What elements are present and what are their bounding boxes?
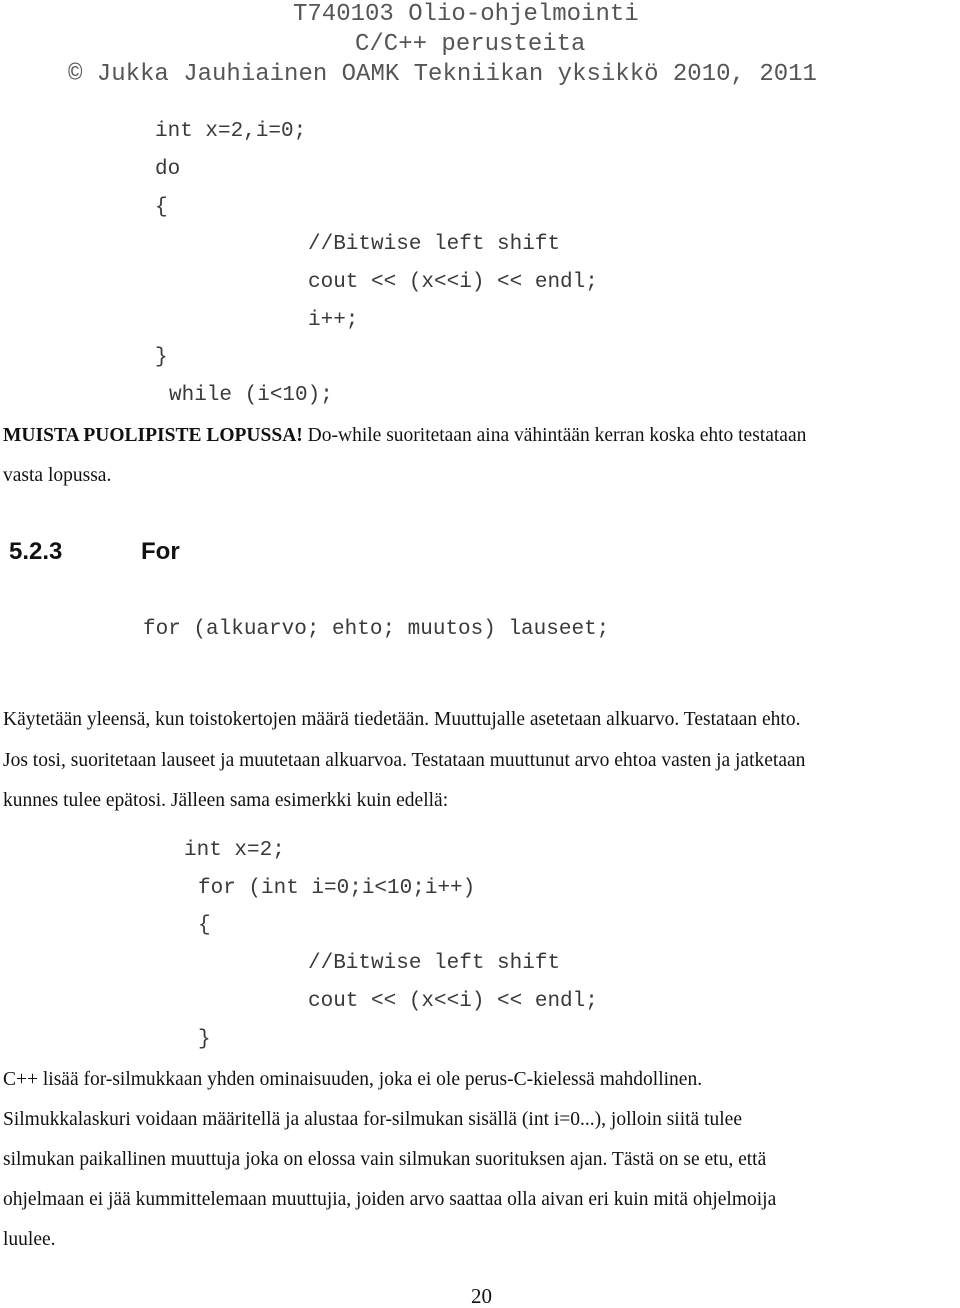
note-line-2: vasta lopussa. — [3, 465, 112, 486]
paragraph-line: Jos tosi, suoritetaan lauseet ja muutetaan alkuarvoa. Testataan muuttunut arvo ehtoa vasten ja jatketaan — [3, 750, 806, 771]
code-line: { — [198, 914, 211, 937]
paragraph-line: Käytetään yleensä, kun toistokertojen määrä tiedetään. Muuttujalle asetetaan alkuarvo. Testataan ehto. — [3, 709, 801, 730]
paragraph-line: Silmukkalaskuri voidaan määritellä ja alustaa for-silmukan sisällä (int i=0...), jolloin siitä tulee — [3, 1109, 742, 1130]
page-number: 20 — [471, 1284, 492, 1308]
code-line: } — [198, 1028, 211, 1051]
code-comment: //Bitwise left shift — [308, 952, 561, 975]
note-text: Do-while suoritetaan aina vähintään kerran koska ehto testataan — [302, 425, 807, 446]
code-line: do — [155, 158, 181, 181]
code-line: i++; — [308, 309, 359, 332]
code-line: { — [155, 196, 168, 219]
section-number: 5.2.3 — [9, 538, 63, 565]
code-line: int x=2,i=0; — [155, 120, 307, 143]
header-copyright: © Jukka Jauhiainen OAMK Tekniikan yksikkö 2010, 2011 — [68, 61, 817, 88]
note-emphasis: MUISTA PUOLIPISTE LOPUSSA! — [3, 425, 303, 446]
code-line: int x=2; — [184, 839, 285, 862]
paragraph-line: C++ lisää for-silmukkaan yhden ominaisuuden, joka ei ole perus-C-kielessä mahdollinen. — [3, 1069, 703, 1090]
code-comment: //Bitwise left shift — [308, 233, 561, 256]
paragraph-line: silmukan paikallinen muuttuja joka on elossa vain silmukan suorituksen ajan. Tästä on se etu, että — [3, 1149, 767, 1170]
code-line: cout << (x<<i) << endl; — [308, 990, 598, 1013]
code-line: while (i<10); — [169, 384, 333, 407]
header-course-title: T740103 Olio-ohjelmointi — [293, 1, 639, 28]
header-subtitle: C/C++ perusteita — [355, 31, 586, 58]
paragraph-line: kunnes tulee epätosi. Jälleen sama esimerkki kuin edellä: — [3, 790, 449, 811]
for-syntax: for (alkuarvo; ehto; muutos) lauseet; — [143, 618, 610, 641]
note-line-1 — [3, 424, 806, 448]
section-title: For — [141, 538, 180, 565]
paragraph-line: ohjelmaan ei jää kummittelemaan muuttujia, joiden arvo saattaa olla aivan eri kuin mitä ohjelmoija — [3, 1189, 777, 1210]
code-line: cout << (x<<i) << endl; — [308, 271, 598, 294]
code-line: for (int i=0;i<10;i++) — [198, 877, 476, 900]
paragraph-line: luulee. — [3, 1229, 56, 1250]
code-line: } — [155, 346, 168, 369]
